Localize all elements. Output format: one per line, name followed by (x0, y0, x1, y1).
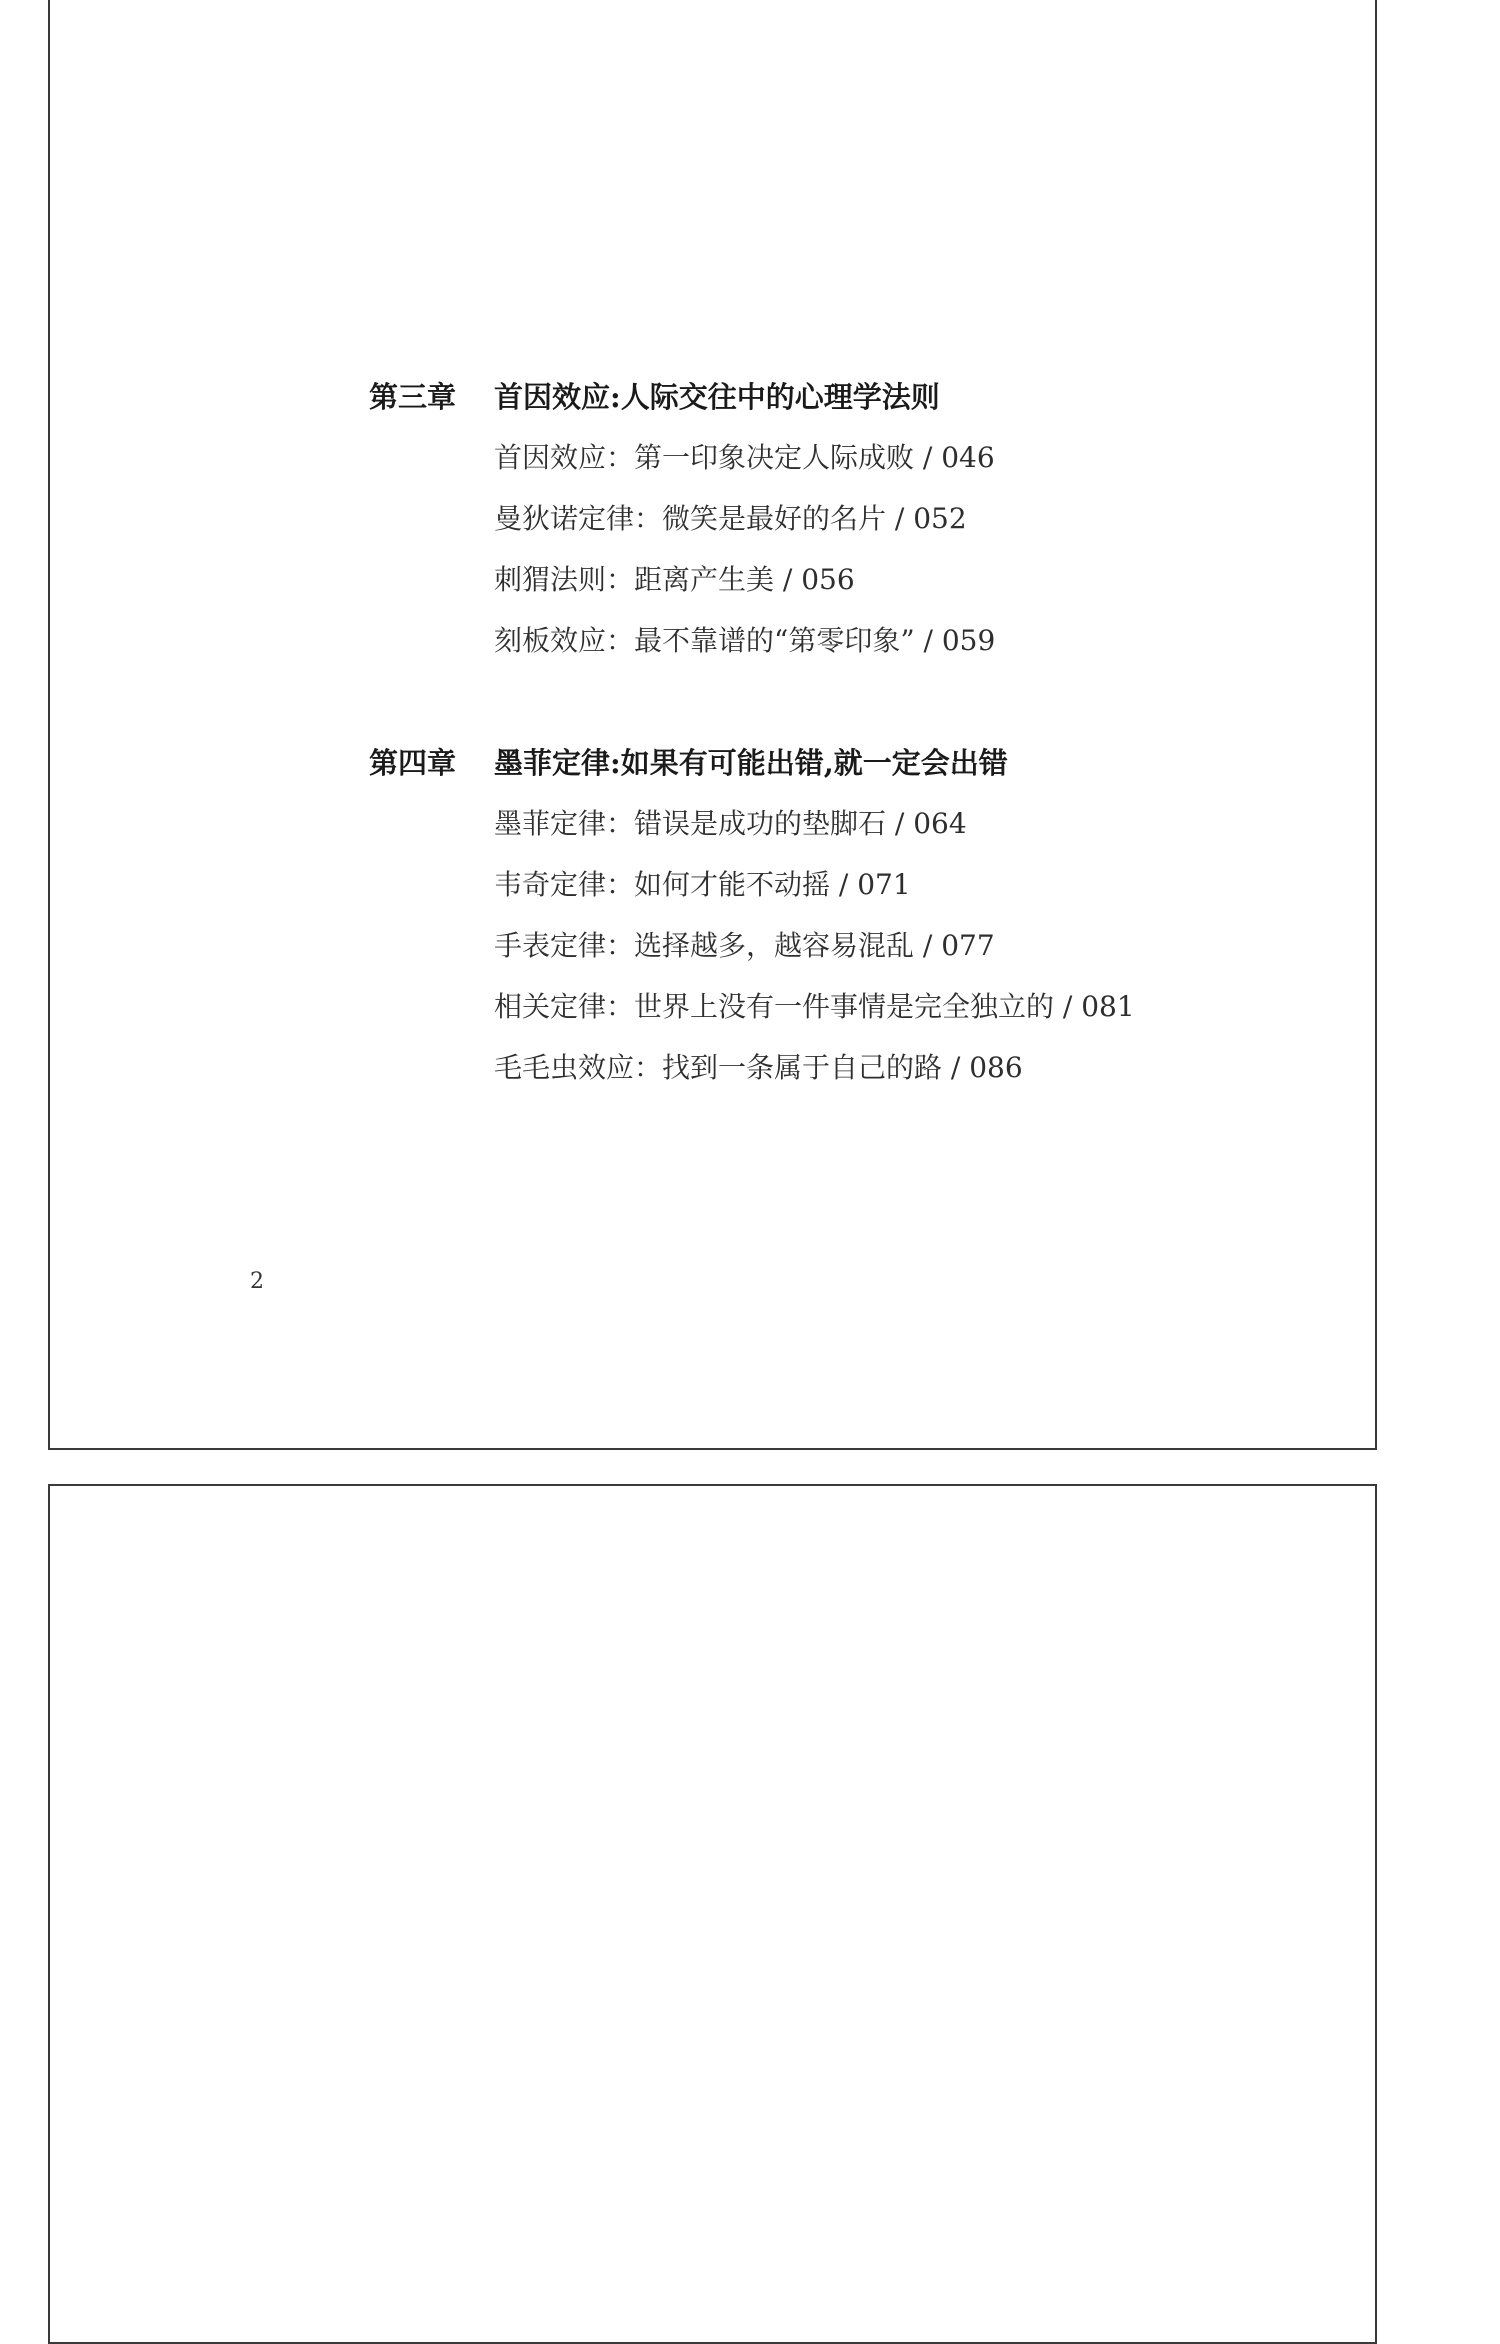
chapter-heading (369, 731, 1369, 791)
chapter-label: 第三章 (369, 379, 457, 414)
chapter-4-section (369, 731, 1369, 1096)
toc-entry[interactable]: 刺猬法则：距离产生美 / 056 (494, 562, 855, 596)
chapter-title: 墨菲定律:如果有可能出错,就一定会出错 (494, 745, 1008, 780)
chapter-label: 第四章 (369, 745, 457, 780)
document-page-blank (48, 1484, 1377, 2344)
chapter-3-section (369, 365, 1369, 669)
toc-entry[interactable]: 相关定律：世界上没有一件事情是完全独立的 / 081 (494, 989, 1135, 1023)
page-number: 2 (250, 1269, 264, 1294)
document-page (48, 0, 1377, 1450)
toc-entry[interactable]: 毛毛虫效应：找到一条属于自己的路 / 086 (494, 1050, 1023, 1084)
chapter-entries (369, 425, 1369, 669)
toc-entry[interactable]: 曼狄诺定律：微笑是最好的名片 / 052 (494, 501, 967, 535)
chapter-entries (369, 791, 1369, 1096)
toc-entry[interactable]: 手表定律：选择越多，越容易混乱 / 077 (494, 928, 995, 962)
toc-entry[interactable]: 墨菲定律：错误是成功的垫脚石 / 064 (494, 806, 967, 840)
toc-entry[interactable]: 首因效应：第一印象决定人际成败 / 046 (494, 440, 995, 474)
toc-entry[interactable]: 韦奇定律：如何才能不动摇 / 071 (494, 867, 911, 901)
chapter-title: 首因效应:人际交往中的心理学法则 (494, 379, 940, 414)
chapter-heading (369, 365, 1369, 425)
toc-entry[interactable]: 刻板效应：最不靠谱的“第零印象” / 059 (494, 623, 996, 657)
